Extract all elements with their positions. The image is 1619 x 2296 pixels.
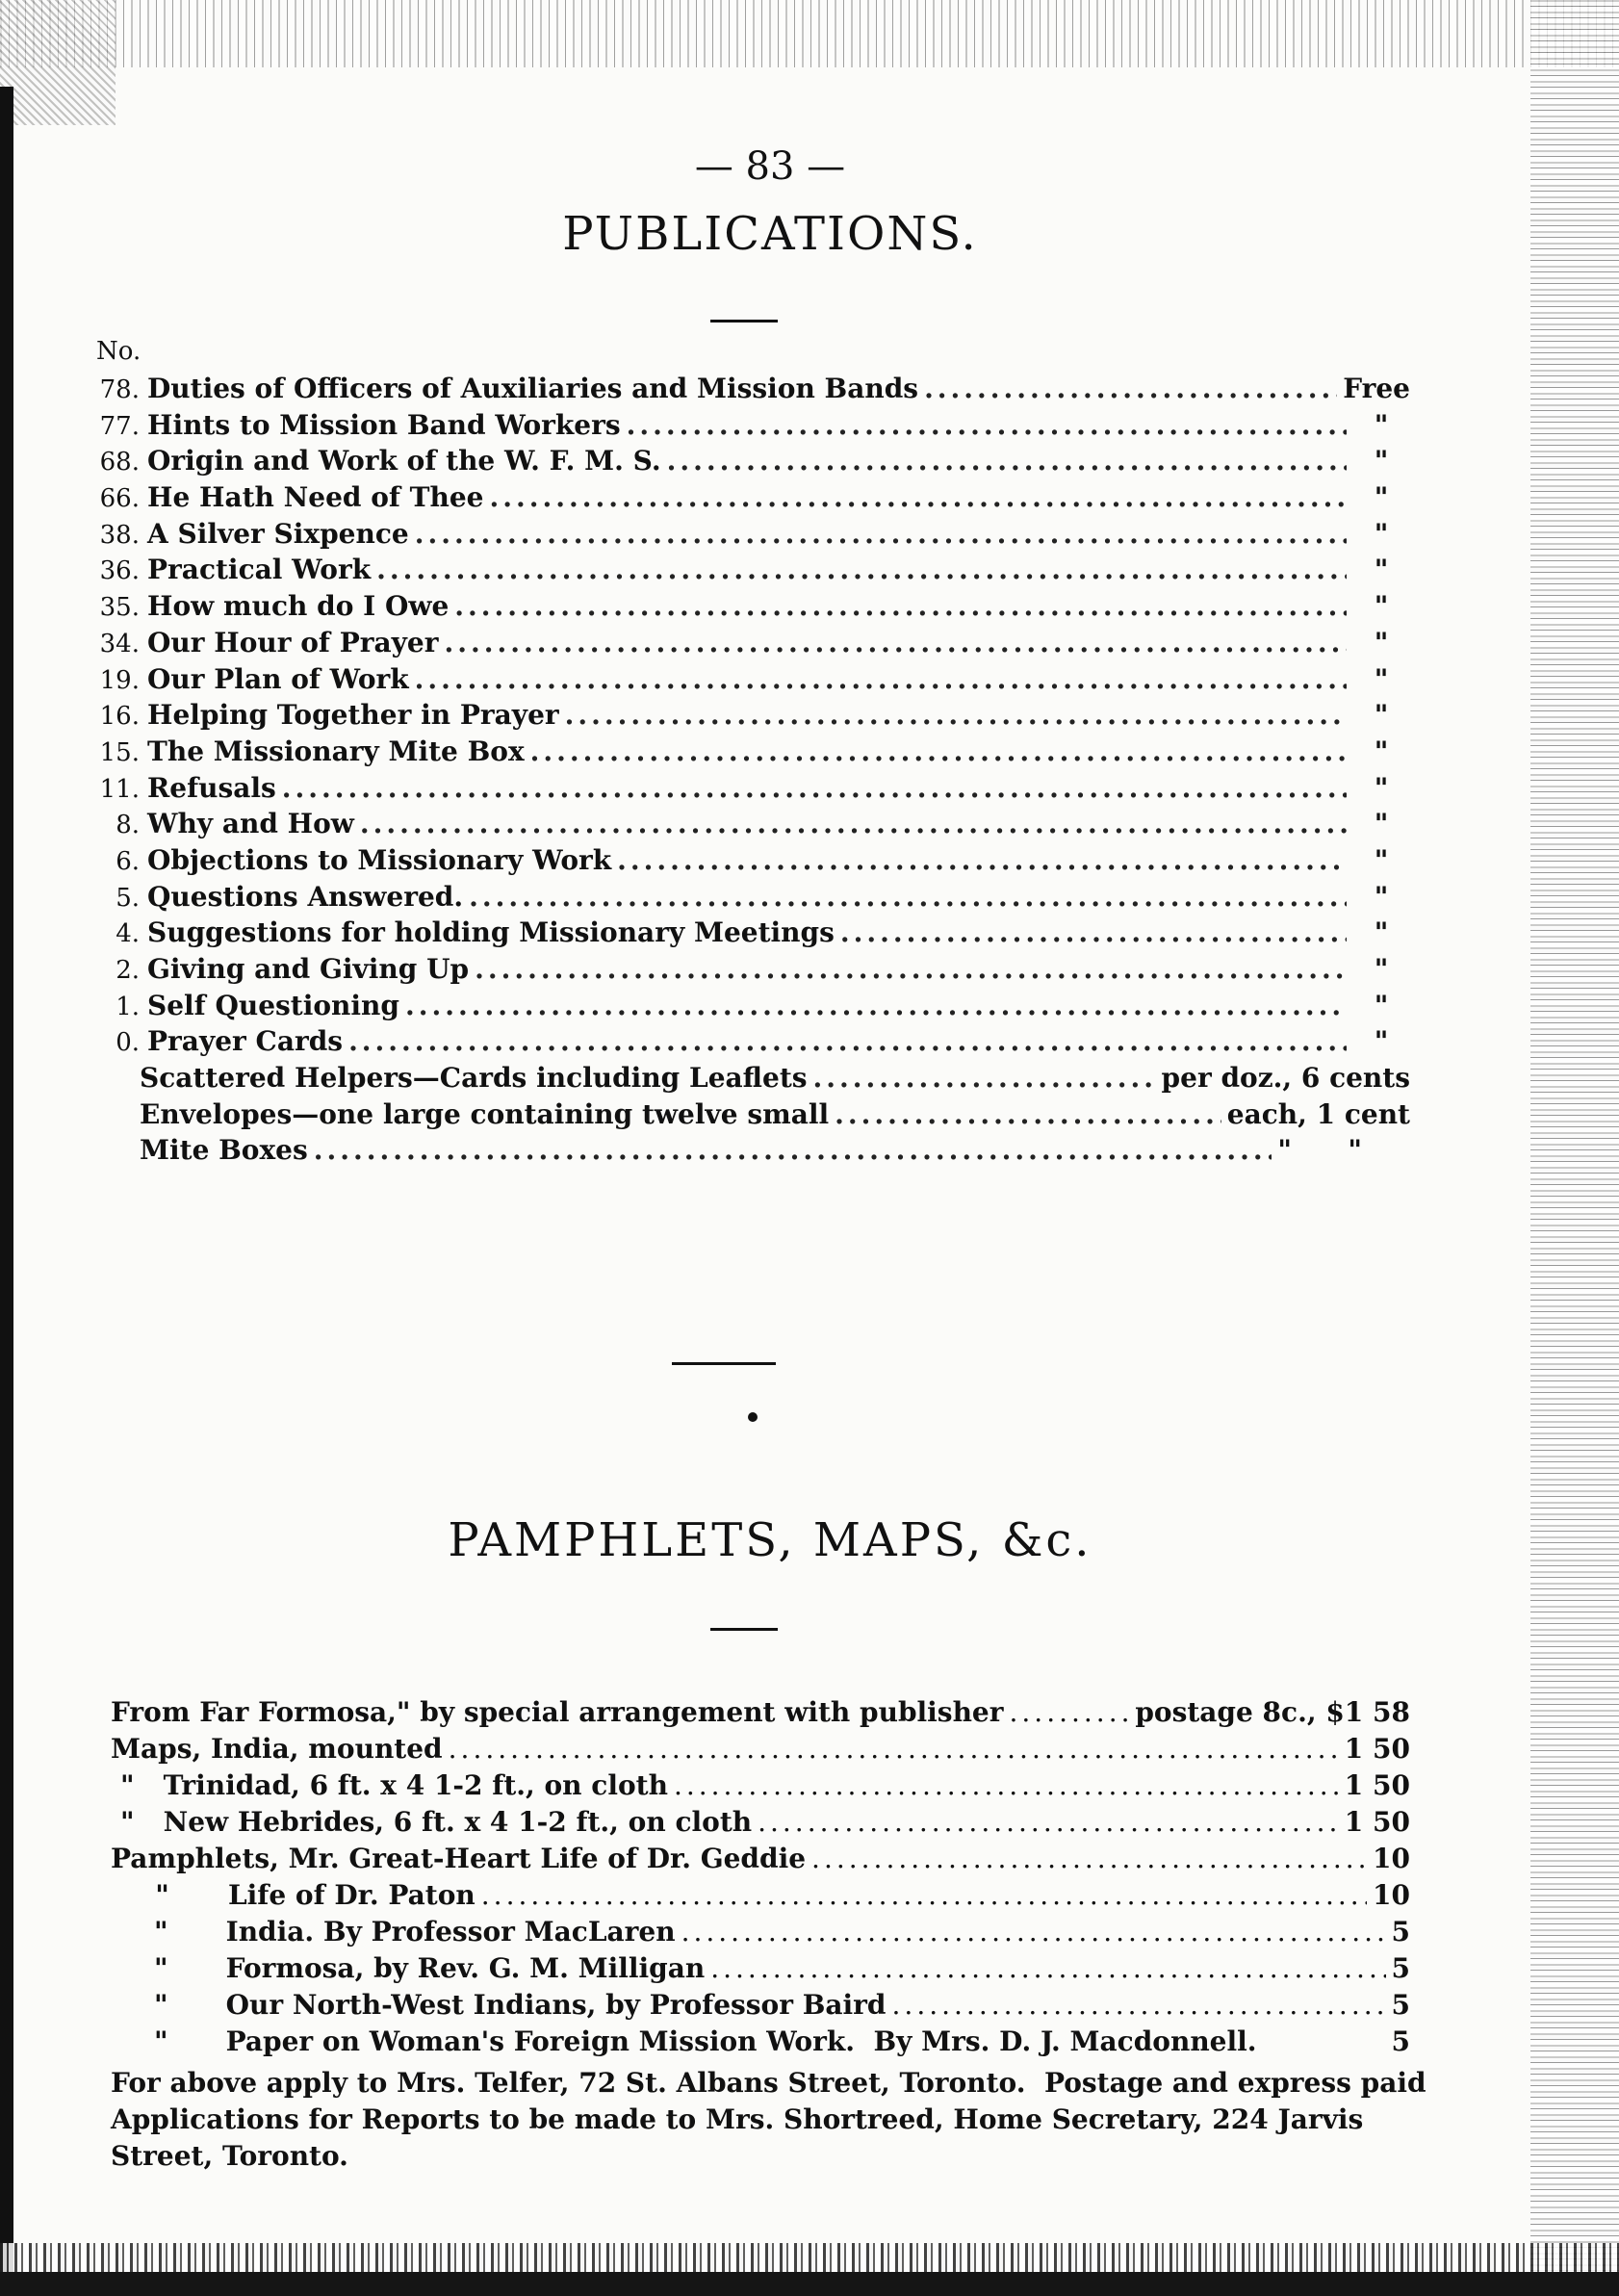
publication-title: How much do I Owe xyxy=(147,590,450,623)
pamphlet-title: Maps, India, mounted xyxy=(111,1733,443,1765)
publication-price: " xyxy=(1374,1025,1389,1058)
dot-leader xyxy=(481,1877,1367,1914)
publication-price: " xyxy=(1374,699,1389,732)
pamphlet-price: 10 xyxy=(1373,1843,1410,1874)
publication-row xyxy=(91,625,1410,661)
dot-leader xyxy=(710,1950,1385,1987)
publication-title: Suggestions for holding Missionary Meetings xyxy=(147,916,835,949)
dot-leader xyxy=(415,516,1347,553)
pamphlet-title: Formosa, by Rev. G. M. Milligan xyxy=(225,1952,706,1984)
pamphlet-row xyxy=(111,1950,1410,1987)
publication-title: Helping Together in Prayer xyxy=(147,699,559,732)
publication-extra-row xyxy=(91,1096,1410,1133)
ditto-mark: " xyxy=(120,1769,135,1801)
publication-number: 1. xyxy=(116,992,140,1021)
scan-edge-bottom xyxy=(0,2272,1619,2296)
publication-title: Hints to Mission Band Workers xyxy=(147,408,621,441)
publication-row xyxy=(91,988,1410,1024)
publication-price: " xyxy=(1374,408,1389,441)
section-rule xyxy=(710,320,778,322)
publication-price: " xyxy=(1374,843,1389,876)
footer-notes xyxy=(111,2065,1426,2175)
dot-leader xyxy=(892,1987,1386,2024)
dot-leader xyxy=(415,661,1347,698)
dot-leader xyxy=(674,1767,1339,1804)
publication-title: Giving and Giving Up xyxy=(147,953,470,985)
dot-leader xyxy=(1010,1694,1130,1731)
publication-number: 77. xyxy=(99,411,140,441)
pamphlet-price: 5 xyxy=(1391,2025,1410,2057)
publication-number: 38. xyxy=(99,520,140,550)
publication-price: " xyxy=(1374,771,1389,804)
ditto-mark: " xyxy=(155,1879,169,1911)
pamphlets-list xyxy=(111,1694,1410,2060)
pamphlet-row xyxy=(111,1767,1410,1804)
publication-title: Envelopes—one large containing twelve small xyxy=(140,1097,830,1130)
dot-leader xyxy=(565,697,1347,734)
dot-leader xyxy=(758,1804,1339,1841)
scan-noise-top xyxy=(0,0,1619,67)
pamphlet-row xyxy=(111,1804,1410,1841)
scan-noise-right xyxy=(1530,0,1619,2296)
ditto-mark: " xyxy=(120,1806,135,1838)
publication-title: Scattered Helpers—Cards including Leaflets xyxy=(140,1062,808,1095)
publication-number: 0. xyxy=(116,1028,140,1058)
pamphlet-price: postage 8c., $1 58 xyxy=(1135,1696,1410,1728)
publication-title: Mite Boxes xyxy=(140,1134,308,1167)
publication-price: " xyxy=(1374,481,1389,514)
pamphlets-heading: PAMPHLETS, MAPS, &c. xyxy=(448,1513,1092,1567)
publication-price: " xyxy=(1374,735,1389,767)
dot-leader xyxy=(454,588,1347,625)
publication-row xyxy=(91,806,1410,842)
publication-number: 34. xyxy=(99,629,140,658)
publication-number: 8. xyxy=(116,811,140,840)
divider-dot xyxy=(748,1412,758,1422)
pamphlet-title: New Hebrides, 6 ft. x 4 1-2 ft., on cloth xyxy=(163,1806,753,1838)
dot-leader xyxy=(530,734,1347,770)
pamphlet-row xyxy=(111,2024,1410,2060)
publication-title: Prayer Cards xyxy=(147,1025,344,1058)
publication-row xyxy=(91,407,1410,444)
dot-leader xyxy=(813,1060,1156,1096)
dot-leader xyxy=(835,1096,1221,1133)
dot-leader xyxy=(314,1132,1272,1169)
publication-price: " " xyxy=(1277,1134,1362,1167)
publication-row xyxy=(91,371,1410,407)
pamphlet-row xyxy=(111,1877,1410,1914)
dot-leader xyxy=(924,371,1337,407)
pamphlet-title: Pamphlets, Mr. Great-Heart Life of Dr. Geddie xyxy=(111,1843,807,1874)
publication-row xyxy=(91,479,1410,516)
publication-price: " xyxy=(1374,626,1389,658)
publication-title: Our Hour of Prayer xyxy=(147,626,439,658)
publication-row xyxy=(91,443,1410,479)
publication-price: " xyxy=(1374,445,1389,477)
publication-title: Objections to Missionary Work xyxy=(147,843,612,876)
pamphlet-row xyxy=(111,1914,1410,1950)
publication-number: 5. xyxy=(116,883,140,913)
publication-title: Duties of Officers of Auxiliaries and Mission Bands xyxy=(147,373,919,404)
pamphlet-price: 10 xyxy=(1373,1879,1410,1911)
publication-number: 35. xyxy=(99,593,140,623)
publication-extra-row xyxy=(91,1060,1410,1096)
publication-title: Why and How xyxy=(147,808,354,840)
publication-price: Free xyxy=(1343,373,1410,404)
publication-number: 2. xyxy=(116,956,140,985)
publication-price: " xyxy=(1374,880,1389,913)
pamphlet-price: 5 xyxy=(1391,1989,1410,2021)
publication-price: " xyxy=(1374,916,1389,949)
publication-price: per doz., 6 cents xyxy=(1161,1062,1410,1095)
pamphlet-title: From Far Formosa," by special arrangement with publisher xyxy=(111,1696,1004,1728)
pamphlet-title: Paper on Woman's Foreign Mission Work. By Mrs. D. J. Macdonnell. xyxy=(225,2025,1257,2057)
dot-leader xyxy=(360,806,1347,842)
dot-leader xyxy=(811,1841,1367,1877)
publication-title: Self Questioning xyxy=(147,989,399,1021)
publication-number: 66. xyxy=(99,484,140,514)
dot-leader xyxy=(840,915,1347,951)
footer-note: Applications for Reports to be made to Mrs. Shortreed, Home Secretary, 224 Jarvis xyxy=(111,2103,1364,2135)
dot-leader xyxy=(627,407,1347,444)
publication-number: 16. xyxy=(99,702,140,732)
publication-price: each, 1 cent xyxy=(1226,1097,1410,1130)
publication-title: Practical Work xyxy=(147,554,372,586)
pamphlet-price: 5 xyxy=(1391,1952,1410,1984)
publication-price: " xyxy=(1374,662,1389,695)
pamphlet-row xyxy=(111,1694,1410,1731)
divider-rule xyxy=(672,1362,776,1365)
publication-row xyxy=(91,588,1410,625)
ditto-mark: " xyxy=(154,2025,168,2057)
publication-title: Origin and Work of the W. F. M. S. xyxy=(147,445,661,477)
publication-number: 4. xyxy=(116,919,140,949)
dot-leader xyxy=(348,1023,1347,1060)
publication-price: " xyxy=(1374,989,1389,1021)
column-label-no: No. xyxy=(96,337,141,366)
publication-title: Our Plan of Work xyxy=(147,662,409,695)
dot-leader xyxy=(449,1731,1339,1767)
ditto-mark: " xyxy=(154,1916,168,1948)
scan-edge-left xyxy=(0,87,13,2272)
pamphlet-title: Life of Dr. Paton xyxy=(227,1879,475,1911)
page-number: — 83 — xyxy=(694,144,846,189)
dot-leader xyxy=(282,770,1347,807)
pamphlet-title: India. By Professor MacLaren xyxy=(225,1916,676,1948)
publication-number: 36. xyxy=(99,556,140,586)
dot-leader xyxy=(490,479,1348,516)
dot-leader xyxy=(376,552,1347,588)
publication-row xyxy=(91,734,1410,770)
publication-row xyxy=(91,842,1410,879)
publication-price: " xyxy=(1374,590,1389,623)
publication-extra-row xyxy=(91,1132,1410,1169)
footer-note: For above apply to Mrs. Telfer, 72 St. Albans Street, Toronto. Postage and express paid xyxy=(111,2067,1426,2099)
pamphlet-title: Trinidad, 6 ft. x 4 1-2 ft., on cloth xyxy=(163,1769,668,1801)
publication-number: 68. xyxy=(99,448,140,477)
publication-row xyxy=(91,1023,1410,1060)
dot-leader xyxy=(475,951,1347,988)
publication-title: Refusals xyxy=(147,771,276,804)
publication-row xyxy=(91,516,1410,553)
publication-row xyxy=(91,697,1410,734)
publication-title: Questions Answered. xyxy=(147,880,464,913)
pamphlet-price: 1 50 xyxy=(1344,1769,1410,1801)
pamphlet-row xyxy=(111,1841,1410,1877)
publication-number: 11. xyxy=(99,774,140,804)
pamphlet-row xyxy=(111,1731,1410,1767)
publication-price: " xyxy=(1374,517,1389,550)
publication-title: The Missionary Mite Box xyxy=(147,735,525,767)
section-rule xyxy=(710,1628,778,1631)
publication-price: " xyxy=(1374,554,1389,586)
publication-row xyxy=(91,915,1410,951)
pamphlet-price: 1 50 xyxy=(1344,1733,1410,1765)
dot-leader xyxy=(469,879,1347,916)
publication-price: " xyxy=(1374,808,1389,840)
scan-noise-corner xyxy=(0,0,116,125)
ditto-mark: " xyxy=(154,1989,168,2021)
publication-row xyxy=(91,552,1410,588)
footer-note: Street, Toronto. xyxy=(111,2140,348,2172)
pamphlet-title: Our North-West Indians, by Professor Baird xyxy=(225,1989,887,2021)
publication-row xyxy=(91,661,1410,698)
dot-leader xyxy=(681,1914,1386,1950)
dot-leader xyxy=(445,625,1348,661)
publication-row xyxy=(91,879,1410,916)
publication-number: 78. xyxy=(99,375,140,404)
publications-heading: PUBLICATIONS. xyxy=(562,207,978,261)
publication-number: 15. xyxy=(99,737,140,767)
pamphlet-price: 1 50 xyxy=(1344,1806,1410,1838)
publication-price: " xyxy=(1374,953,1389,985)
publication-row xyxy=(91,951,1410,988)
publication-title: A Silver Sixpence xyxy=(147,517,409,550)
dot-leader xyxy=(405,988,1347,1024)
dot-leader xyxy=(617,842,1347,879)
ditto-mark: " xyxy=(154,1952,168,1984)
publication-title: He Hath Need of Thee xyxy=(147,481,484,514)
publications-list xyxy=(91,371,1410,1169)
dot-leader xyxy=(667,443,1347,479)
publication-row xyxy=(91,770,1410,807)
pamphlet-price: 5 xyxy=(1391,1916,1410,1948)
publication-number: 6. xyxy=(116,846,140,876)
pamphlet-row xyxy=(111,1987,1410,2024)
publication-number: 19. xyxy=(99,665,140,695)
